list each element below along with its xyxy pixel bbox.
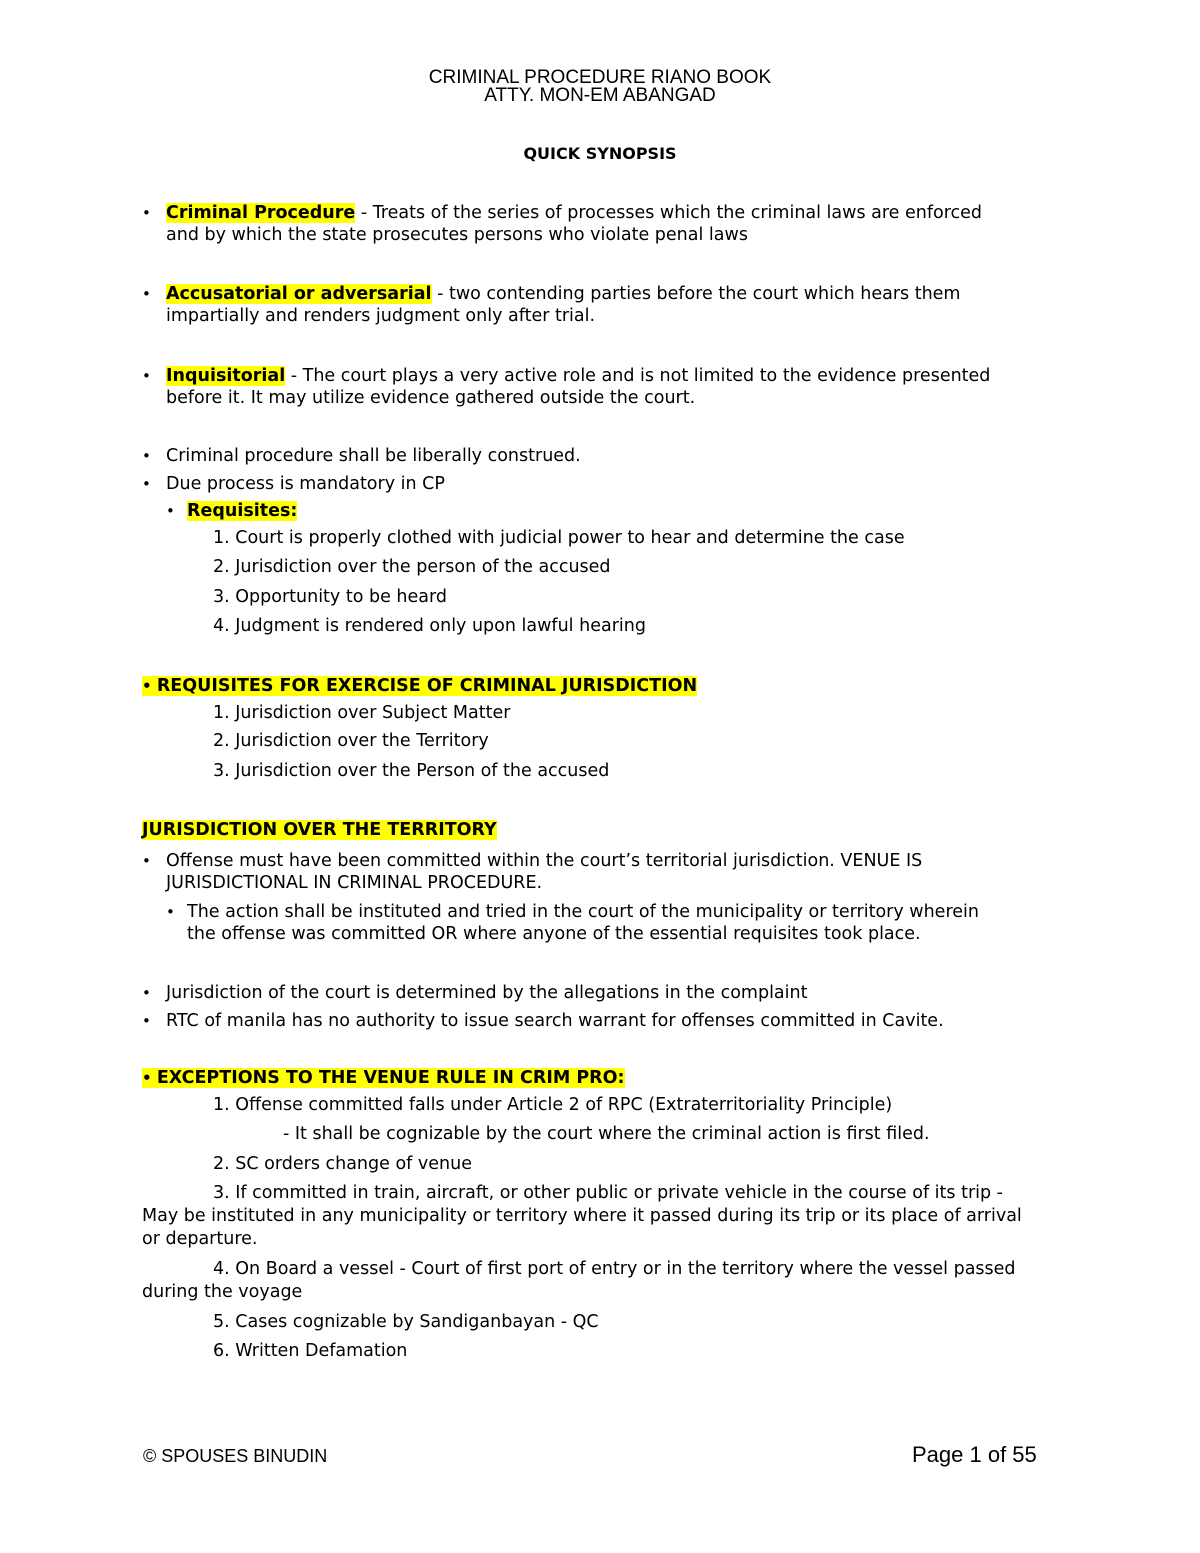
bullet-icon: • [142,367,151,385]
heading-exceptions-highlight [142,1068,625,1088]
heading-exceptions [142,1067,625,1090]
heading-territory [142,819,497,842]
heading-req-crim-juris [142,675,697,698]
requisites-label [187,500,297,523]
list-item: 1. Jurisdiction over Subject Matter [213,703,511,723]
exception-item: 2. SC orders change of venue [213,1154,472,1174]
bullet-icon: • [142,1069,157,1087]
requisites-label-text: Requisites: [187,501,298,521]
term-accusatorial: Accusatorial or adversarial [166,284,432,304]
list-item: 1. Court is properly clothed with judicial power to hear and determine the case [213,528,905,548]
heading-territory-text: JURISDICTION OVER THE TERRITORY [142,820,497,840]
def-text: - Treats of the series of processes which the criminal laws are enforced [355,203,983,223]
bullet-icon: • [142,984,151,1002]
term-inquisitorial: Inquisitorial [166,366,286,386]
def-text-continued: before it. It may utilize evidence gathered outside the court. [166,388,696,408]
bullet-icon: • [142,677,157,695]
def-text-continued: and by which the state prosecutes persons who violate penal laws [166,225,748,245]
territory-sub-bullet-continued: the offense was committed OR where anyone of the essential requisites took place. [187,924,921,944]
list-item: 2. Jurisdiction over the person of the accused [213,557,611,577]
exception-item-continued: or departure. [142,1229,258,1249]
document-author: ATTY. MON-EM ABANGAD [484,85,716,106]
term-criminal-procedure: Criminal Procedure [166,203,356,223]
heading-req-crim-juris-text: REQUISITES FOR EXERCISE OF CRIMINAL JURISDICTION [156,676,698,696]
heading-req-crim-juris-highlight [142,676,697,696]
def-inquisitorial [166,365,990,388]
list-item: 3. Opportunity to be heard [213,587,447,607]
page-number: Page 1 of 55 [912,1442,1037,1467]
list-item: 4. Judgment is rendered only upon lawful hearing [213,616,646,636]
territory-bullet-1: Offense must have been committed within the court’s territorial jurisdiction. VENUE IS [166,851,923,871]
due-process: Due process is mandatory in CP [166,474,445,494]
bullet-icon: • [166,903,175,921]
territory-bullet-2: Jurisdiction of the court is determined by the allegations in the complaint [166,983,808,1003]
document-title: CRIMINAL PROCEDURE RIANO BOOK [428,67,772,88]
def-text: - The court plays a very active role and is not limited to the evidence presented [285,366,991,386]
bullet-icon: • [142,447,151,465]
cp-liberal: Criminal procedure shall be liberally construed. [166,446,581,466]
synopsis-title: QUICK SYNOPSIS [523,144,677,163]
territory-bullet-3: RTC of manila has no authority to issue search warrant for offenses committed in Cavite. [166,1011,944,1031]
exception-item: 3. If committed in train, aircraft, or other public or private vehicle in the course of its trip - [213,1183,1003,1203]
exception-item: 5. Cases cognizable by Sandiganbayan - QC [213,1312,599,1332]
list-item: 2. Jurisdiction over the Territory [213,731,489,751]
exception-item: 4. On Board a vessel - Court of first port of entry or in the territory where the vessel passed [213,1259,1016,1279]
bullet-icon: • [142,852,151,870]
list-item: 3. Jurisdiction over the Person of the accused [213,761,610,781]
exception-item-continued: May be instituted in any municipality or territory where it passed during its trip or its place of arrival [142,1206,1022,1226]
bullet-icon: • [142,204,151,222]
bullet-icon: • [142,475,151,493]
def-text-continued: impartially and renders judgment only after trial. [166,306,596,326]
bullet-icon: • [142,1012,151,1030]
exception-item: 1. Offense committed falls under Article 2 of RPC (Extraterritoriality Principle) [213,1095,893,1115]
def-criminal-procedure [166,202,982,225]
territory-bullet-1-continued: JURISDICTIONAL IN CRIMINAL PROCEDURE. [166,873,543,893]
def-text: - two contending parties before the court which hears them [431,284,961,304]
territory-sub-bullet: The action shall be instituted and tried in the court of the municipality or territory wherein [187,902,979,922]
bullet-icon: • [142,285,151,303]
exception-note: - It shall be cognizable by the court where the criminal action is first filed. [283,1124,930,1144]
footer-copyright: © SPOUSES BINUDIN [143,1446,328,1466]
heading-exceptions-text: EXCEPTIONS TO THE VENUE RULE IN CRIM PRO: [156,1068,625,1088]
def-accusatorial [166,283,960,306]
bullet-icon: • [166,502,175,520]
exception-item-continued: during the voyage [142,1282,303,1302]
exception-item: 6. Written Defamation [213,1341,408,1361]
